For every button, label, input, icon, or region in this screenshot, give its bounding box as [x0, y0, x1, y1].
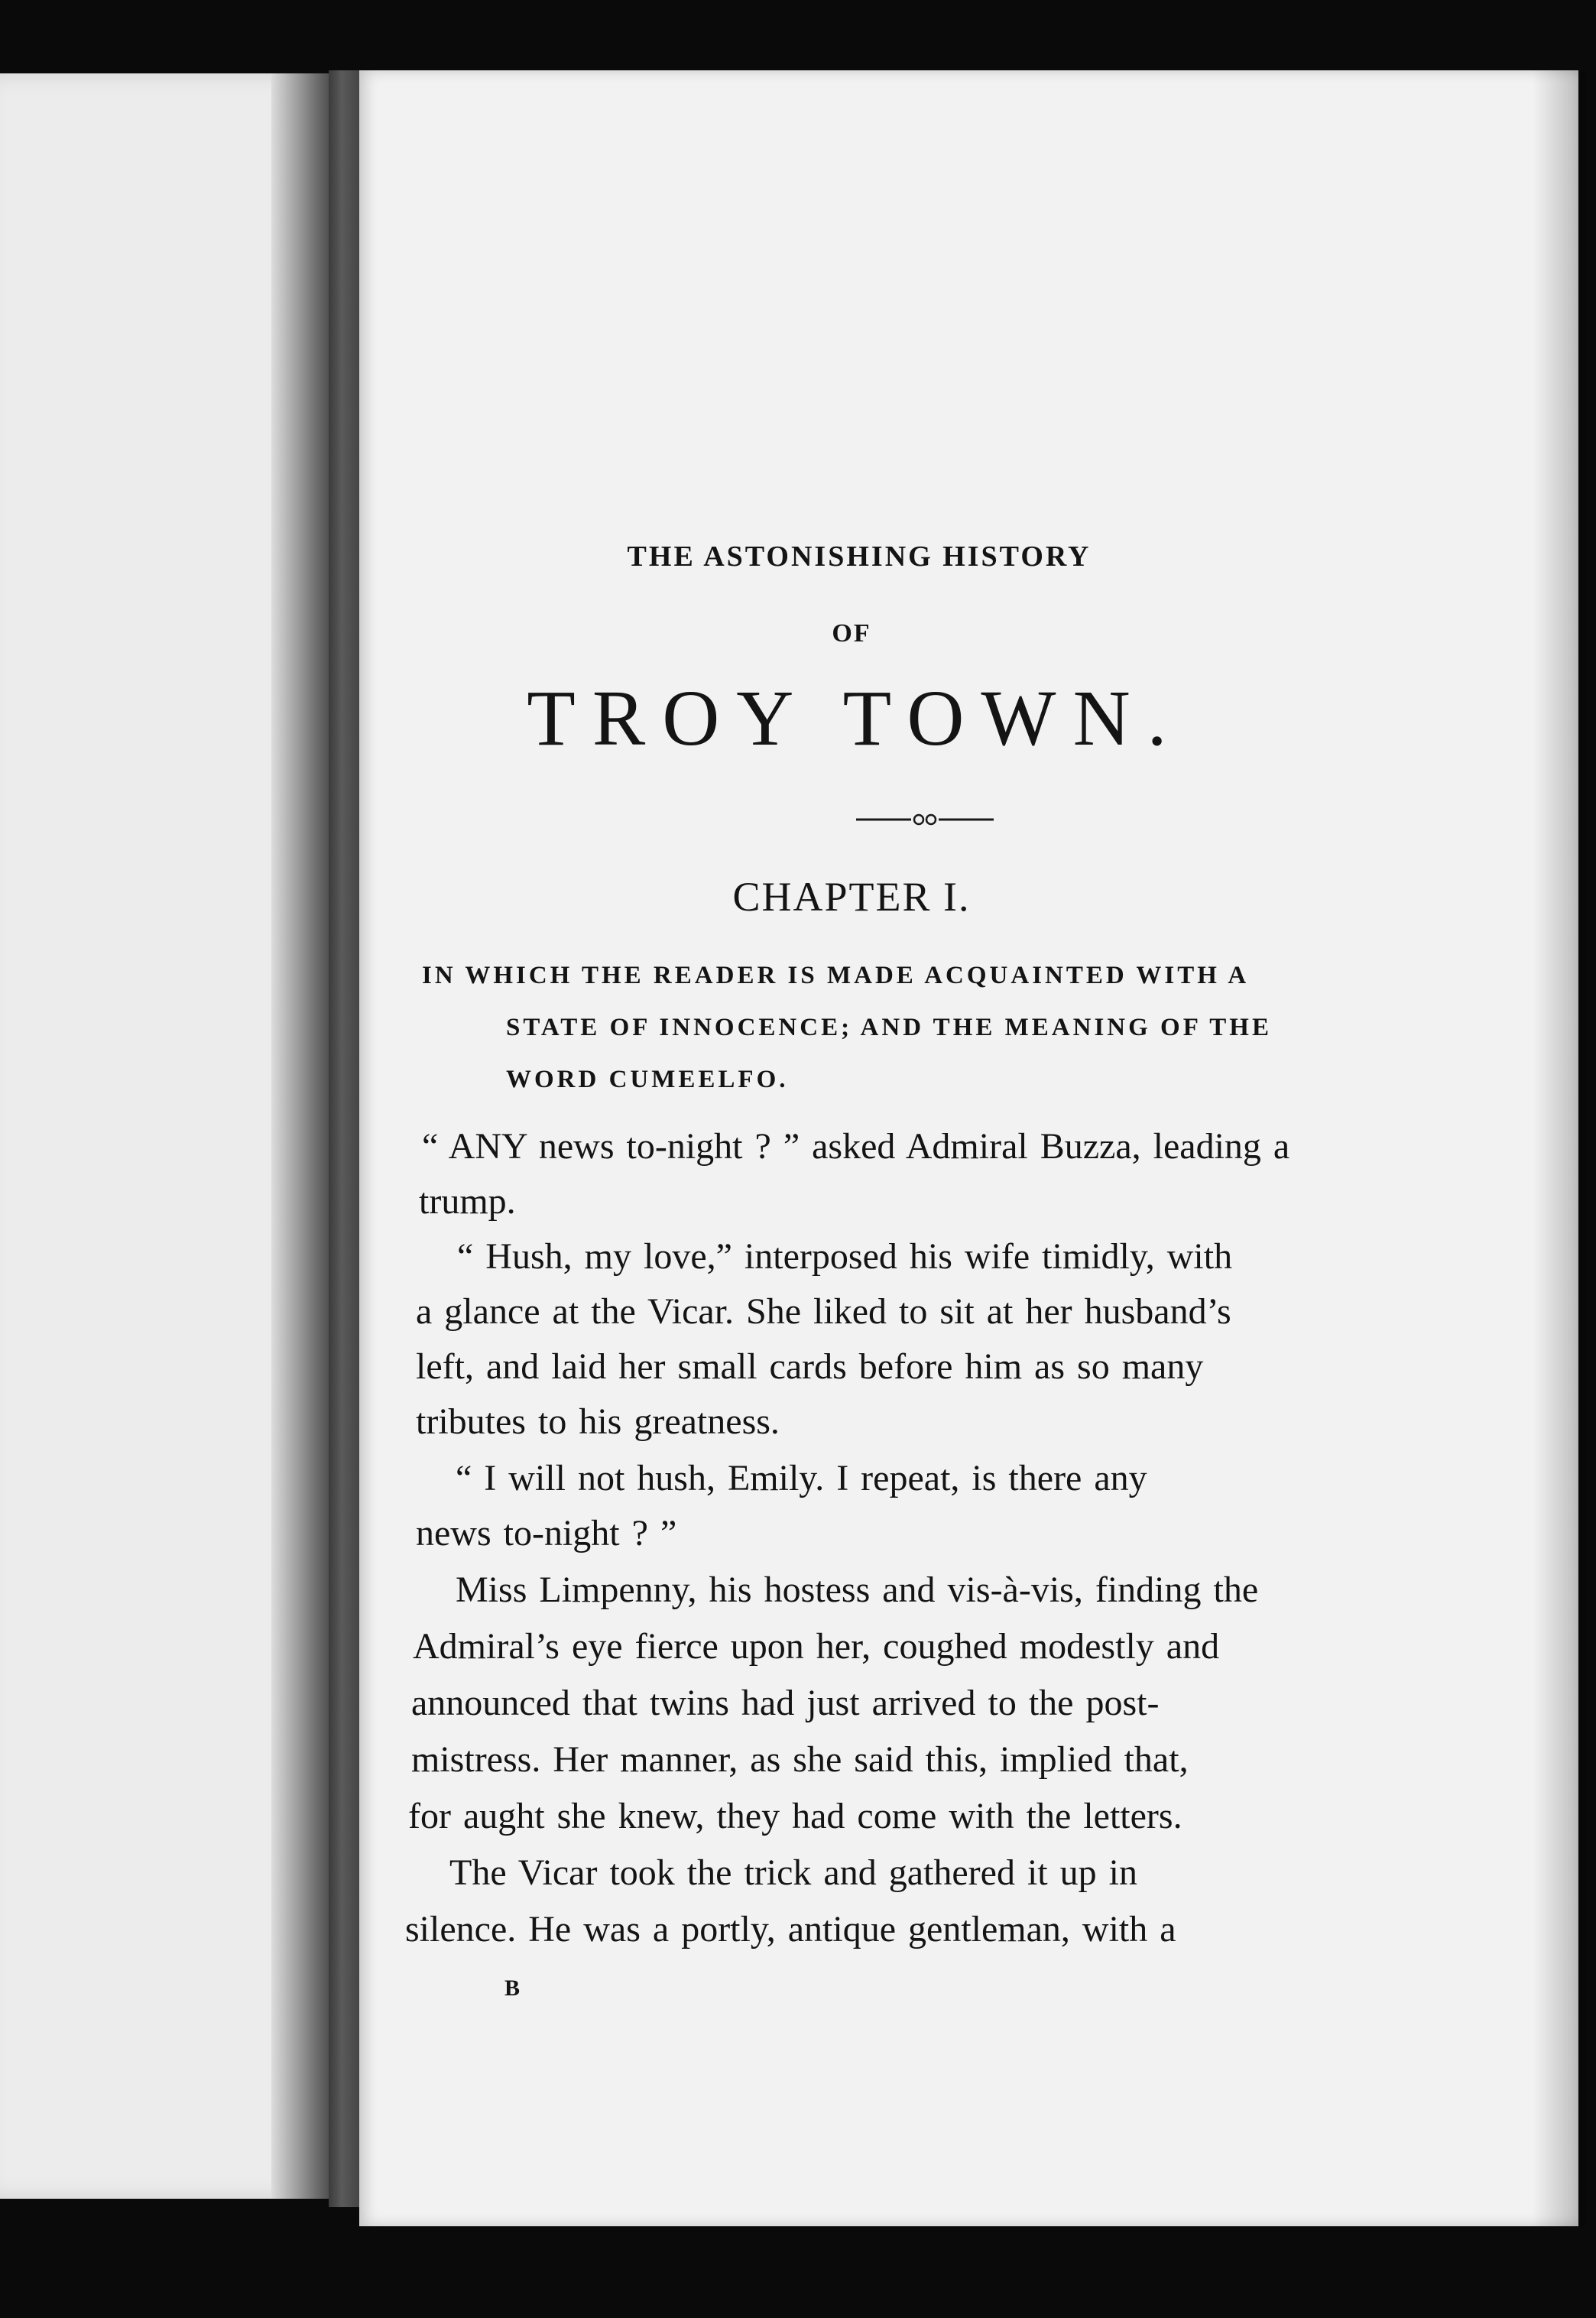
- book-supertitle: THE ASTONISHING HISTORY: [627, 541, 1092, 573]
- body-line: news to-night ? ”: [416, 1513, 677, 1553]
- ornament-divider-icon: [856, 810, 994, 829]
- printer-signature-mark: B: [504, 1975, 521, 2001]
- chapter-summary-line-2: STATE OF INNOCENCE; AND THE MEANING OF THE: [506, 1014, 1272, 1041]
- chapter-heading: CHAPTER I.: [732, 874, 971, 920]
- body-line: mistress. Her manner, as she said this, implied that,: [411, 1739, 1189, 1780]
- body-line: Miss Limpenny, his hostess and vis-à-vis, finding the: [456, 1570, 1259, 1610]
- book-title-of: OF: [832, 619, 871, 648]
- body-line: trump.: [419, 1181, 516, 1222]
- body-line: “ ANY news to-night ? ” asked Admiral Buzza, leading a: [422, 1126, 1290, 1167]
- body-line: left, and laid her small cards before him as so many: [416, 1346, 1204, 1387]
- body-line: “ I will not hush, Emily. I repeat, is there any: [456, 1458, 1147, 1498]
- body-line: silence. He was a portly, antique gentleman, with a: [405, 1909, 1176, 1950]
- body-line: “ Hush, my love,” interposed his wife timidly, with: [457, 1236, 1233, 1277]
- body-line: for aught she knew, they had come with the letters.: [408, 1796, 1182, 1836]
- body-line: a glance at the Vicar. She liked to sit at her husband’s: [416, 1291, 1231, 1332]
- body-line: tributes to his greatness.: [416, 1401, 780, 1442]
- body-line: The Vicar took the trick and gathered it up in: [449, 1852, 1137, 1893]
- body-line: Admiral’s eye fierce upon her, coughed modestly and: [413, 1626, 1220, 1667]
- chapter-summary-line-1: IN WHICH THE READER IS MADE ACQUAINTED WITH A: [422, 962, 1250, 989]
- book-title: TROY TOWN.: [527, 674, 1184, 762]
- chapter-summary-line-3: WORD CUMEELFO.: [506, 1066, 789, 1093]
- right-page-edge-shadow: [1533, 70, 1586, 2226]
- book-spine: [329, 70, 361, 2207]
- body-line: announced that twins had just arrived to the post-: [411, 1683, 1160, 1723]
